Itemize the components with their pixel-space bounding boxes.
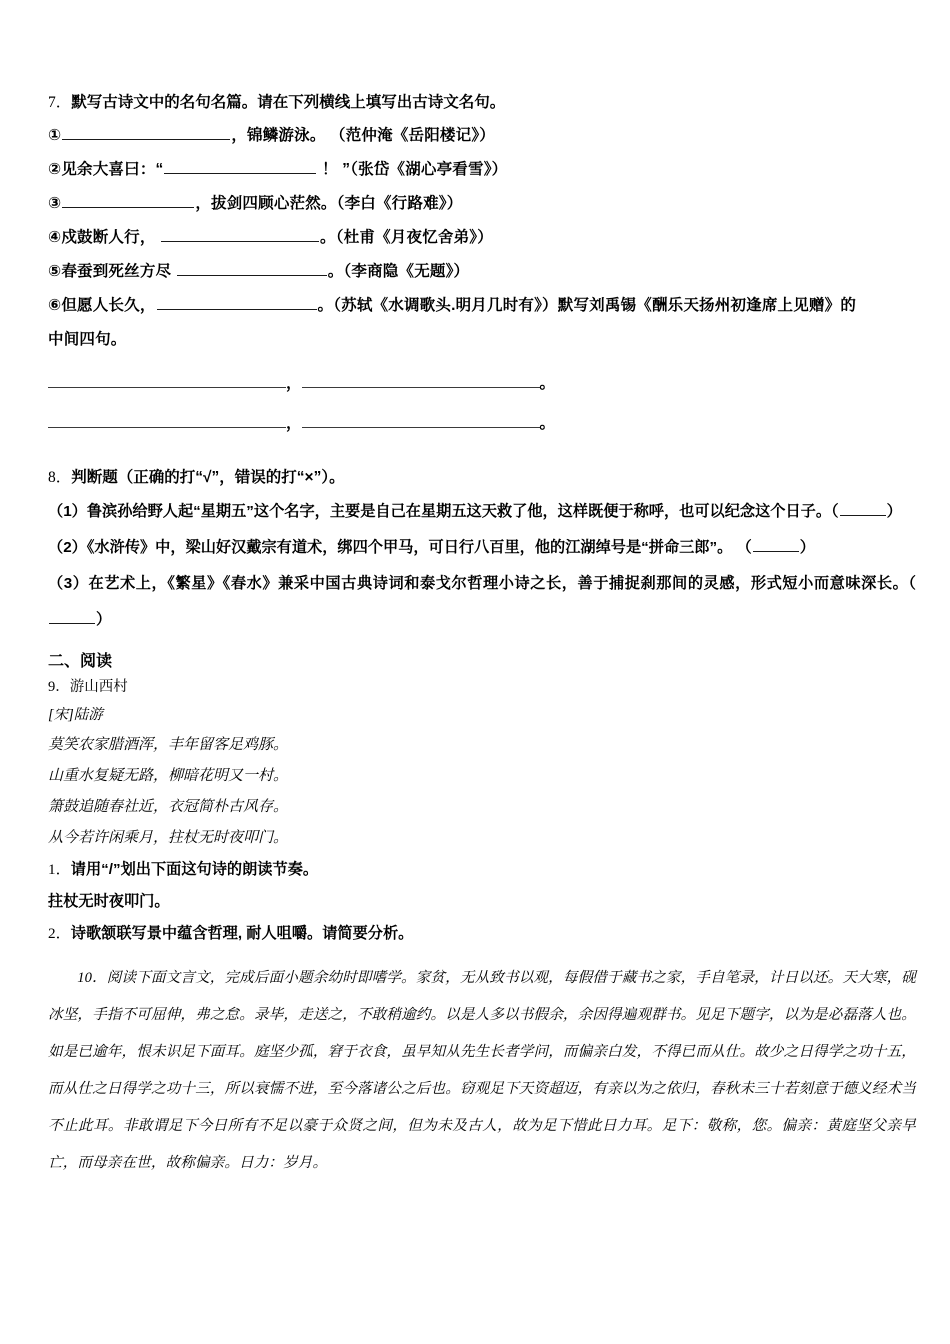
q9-sub-2-text: 诗歌颔联写景中蕴含哲理, 耐人咀嚼。请简要分析。: [70, 925, 414, 942]
question-8-number: 8．: [48, 469, 72, 486]
q9-poem-line-3: 箫鼓追随春社近，衣冠简朴古风存。: [48, 799, 289, 815]
q7-answer-rule-2b[interactable]: [302, 413, 540, 428]
q7-answer-row-1: [48, 371, 916, 411]
q9-number: 9．: [48, 679, 70, 695]
q7-item-3: [48, 187, 916, 221]
q7-item-4-blank[interactable]: [161, 226, 319, 242]
q9-poem-line-1: 莫笑农家腊酒浑，丰年留客足鸡豚。: [48, 737, 289, 753]
q7-item-2-marker: ②: [48, 161, 62, 178]
q9-poem-line-2: 山重水复疑无路，柳暗花明又一村。: [48, 768, 289, 784]
question-10-number: 10．: [77, 970, 107, 986]
q8-item-3-close: ）: [96, 611, 112, 628]
q7-item-5-marker: ⑤: [48, 263, 62, 280]
q7-item-5: [48, 255, 916, 289]
q7-answer-sep-1b: 。: [539, 375, 556, 392]
page-content: [48, 86, 916, 1182]
section-2-title: 二、阅读: [48, 653, 113, 670]
q7-item-1-blank[interactable]: [62, 124, 230, 140]
q8-item-2-blank[interactable]: [753, 538, 799, 552]
q8-item-2-text: （2）《水浒传》中，梁山好汉戴宗有道术，绑四个甲马，可日行八百里，他的江湖绰号是“拼命三郎”。 （: [48, 539, 752, 556]
question-7-number: 7．: [48, 94, 72, 111]
q7-item-4-marker: ④: [48, 229, 62, 246]
q7-item-6-before: 但愿人长久，: [61, 297, 156, 314]
q9-sub-question-2: [48, 918, 916, 950]
q9-poem-title: 游山西村: [69, 679, 128, 695]
q9-sub-1-text: 请用“/”划出下面这句诗的朗读节奏。: [70, 861, 319, 878]
q8-item-2-close: ）: [799, 539, 815, 556]
q8-item-2: [48, 530, 916, 566]
question-8-prompt: 判断题（正确的打“√”，错误的打“×”）。: [71, 469, 345, 486]
q7-item-4-before: 戍鼓断人行，: [61, 229, 161, 246]
q7-item-5-blank[interactable]: [177, 260, 327, 276]
question-10-text: 阅读下面文言文，完成后面小题余幼时即嗜学。家贫，无从致书以观，每假借于藏书之家，手自笔录，计日以还。天大寒，砚冰坚，手指不可屈伸，弗之怠。录毕，走送之，不敢稍逾约。以是人多以书假余，余因得遍观群书。见足下题字，以为是必磊落人也。如是已逾年，恨未识足下面耳。庭坚少孤，窘于衣食，虽早知从先生长者学问，而偏亲白发，不得已而从仕。故少之日得学之功十五，而从仕之日得学之功十三，所以衰懦不进，至今落诸公之后也。窃观足下天资超迈，有亲以为之依归，春秋未三十若刻意于德义经术当不止此耳。非敢谓足下今日所有不足以豪于众贤之间，但为未及古人，故为足下惜此日力耳。足下：敬称，您。偏亲：黄庭坚父亲早亡，而母亲在世，故称偏亲。日力：岁月。: [48, 970, 916, 1171]
q7-item-6: [48, 289, 916, 323]
question-7-prompt: 默写古诗文中的名句名篇。请在下列横线上填写出古诗文名句。: [71, 94, 506, 111]
q7-item-4-after: 。（杜甫《月夜忆舍弟》）: [320, 229, 493, 246]
q7-answer-rule-1a[interactable]: [48, 373, 286, 388]
q7-answer-rule-2a[interactable]: [48, 413, 286, 428]
question-9-block: [48, 674, 916, 950]
question-8-heading: [48, 461, 916, 494]
q7-item-3-blank[interactable]: [62, 192, 194, 208]
q7-item-3-after: ，拔剑四顾心茫然。（李白《行路难》）: [195, 195, 463, 212]
q8-item-1-text: （1）鲁滨孙给野人起“星期五”这个名字，主要是自己在星期五这天救了他，这样既便于称呼，也可以纪念这个日子。（: [48, 503, 839, 520]
q7-item-6-after: 。（苏轼《水调歌头.明月几时有》）默写刘禹锡《酬乐天扬州初逢席上见赠》的: [317, 297, 857, 314]
q7-item-2-after: ！ ”（张岱《湖心亭看雪》）: [317, 161, 508, 178]
q7-item-2-blank[interactable]: [164, 158, 316, 174]
question-10-passage: [48, 960, 916, 1182]
q8-item-3-text: （3）在艺术上，《繁星》《春水》兼采中国古典诗词和泰戈尔哲理小诗之长，善于捕捉刹那间的灵感，形式短小而意味深长。（: [48, 575, 916, 592]
q7-item-1-marker: ①: [48, 127, 62, 144]
q7-item-5-after: 。（李商隐《无题》）: [327, 263, 470, 280]
q7-item-3-marker: ③: [48, 195, 62, 212]
q7-answer-rule-1b[interactable]: [302, 373, 540, 388]
q7-continuation: 中间四句。: [48, 331, 127, 348]
q7-item-6-blank[interactable]: [157, 294, 317, 310]
question-8-block: [48, 461, 916, 638]
q9-sub-1-number: 1．: [48, 861, 71, 878]
q8-item-1: [48, 494, 916, 530]
q8-item-3-blank[interactable]: [49, 610, 95, 624]
q7-answer-sep-2b: 。: [539, 415, 556, 432]
q7-item-2: [48, 153, 916, 187]
q8-item-1-blank[interactable]: [840, 502, 886, 516]
q7-answer-sep-1a: ，: [286, 375, 302, 392]
q7-item-5-before: 春蚕到死丝方尽: [61, 263, 176, 280]
q8-item-1-close: ）: [886, 503, 902, 520]
q7-item-4: [48, 221, 916, 255]
q9-sub-2-number: 2．: [48, 925, 71, 942]
q7-item-2-before: 见余大喜曰：“: [61, 161, 164, 178]
q7-answer-sep-2a: ，: [286, 415, 302, 432]
q7-item-1: [48, 119, 916, 153]
q7-answer-rules: [48, 371, 916, 451]
question-7-heading: [48, 86, 916, 119]
q8-item-3: [48, 566, 916, 638]
q9-sub-1-answer-line: 拄杖无时夜叩门。: [48, 893, 170, 910]
q9-poem-line-4: 从今若许闲乘月，拄杖无时夜叩门。: [48, 830, 289, 846]
q9-title-line: [48, 674, 916, 700]
q7-item-6-marker: ⑥: [48, 297, 62, 314]
q7-item-1-after: ，锦鳞游泳。 （范仲淹《岳阳楼记》）: [231, 127, 495, 144]
q7-answer-row-2: [48, 411, 916, 451]
q9-sub-question-1: [48, 854, 916, 886]
q9-poem-author: [宋]陆游: [48, 707, 103, 723]
